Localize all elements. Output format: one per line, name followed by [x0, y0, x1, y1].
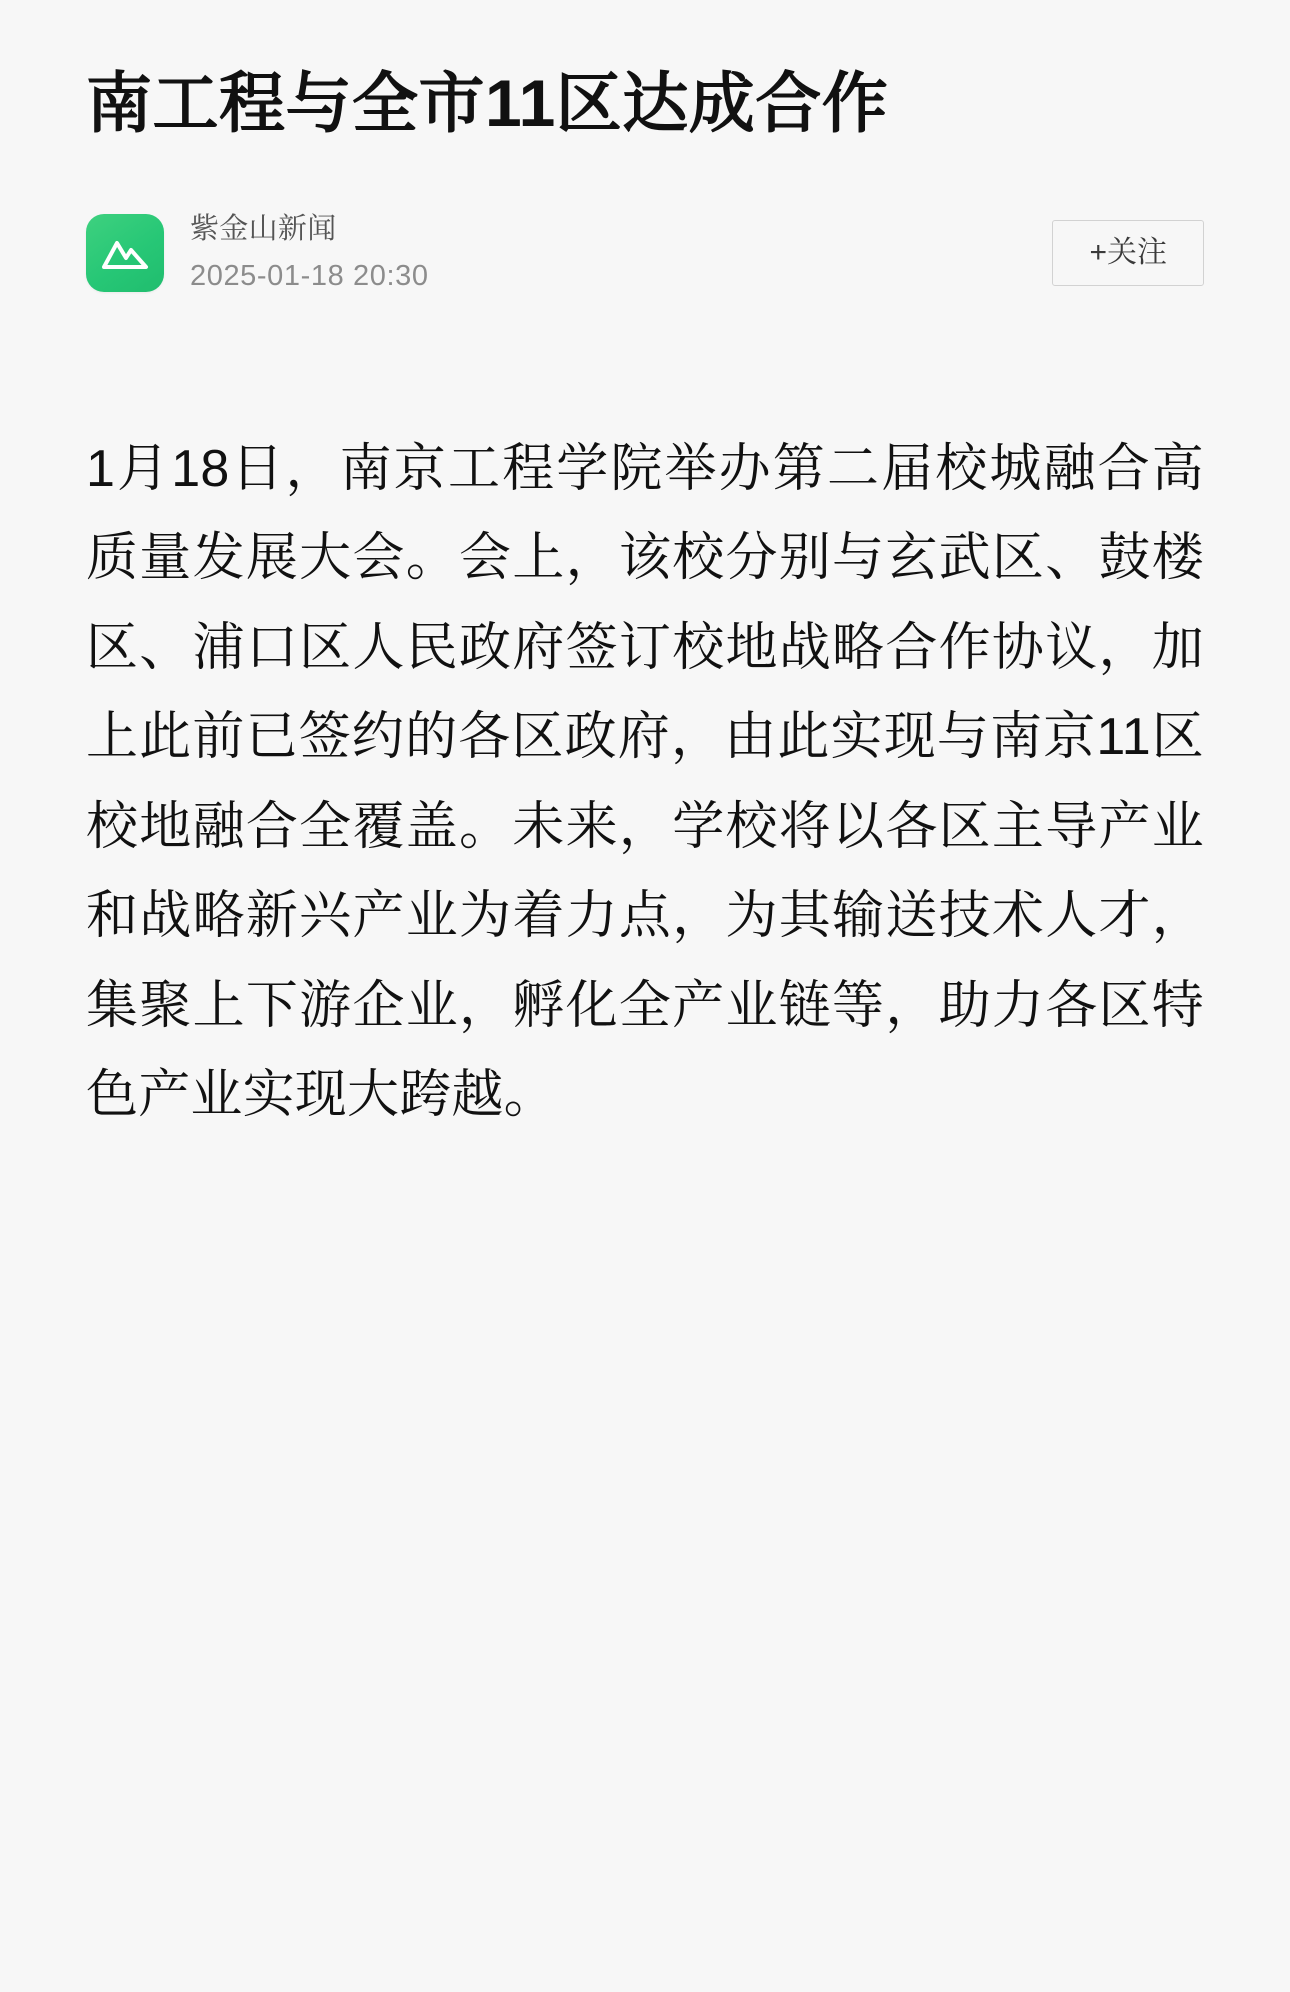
- avatar[interactable]: [86, 214, 164, 292]
- page-title: 南工程与全市11区达成合作: [86, 66, 889, 140]
- byline-text: [190, 210, 1052, 297]
- article-paragraph: 1月18日，南京工程学院举办第二届校城融合高质量发展大会。会上，该校分别与玄武区、鼓楼区、浦口区人民政府签订校地战略合作协议，加上此前已签约的各区政府，由此实现与南京11区校地融合全覆盖。未来，学校将以各区主导产业和战略新兴产业为着力点，为其输送技术人才，集聚上下游企业，孵化全产业链等，助力各区特色产业实现大跨越。: [86, 439, 1204, 1125]
- source-name[interactable]: 紫金山新闻: [190, 212, 337, 245]
- article-body: [86, 425, 1204, 1141]
- mountain-logo-icon: [100, 233, 150, 273]
- follow-button[interactable]: +关注: [1052, 220, 1204, 286]
- byline: [86, 210, 1204, 297]
- publish-time: 2025-01-18 20:30: [190, 259, 429, 292]
